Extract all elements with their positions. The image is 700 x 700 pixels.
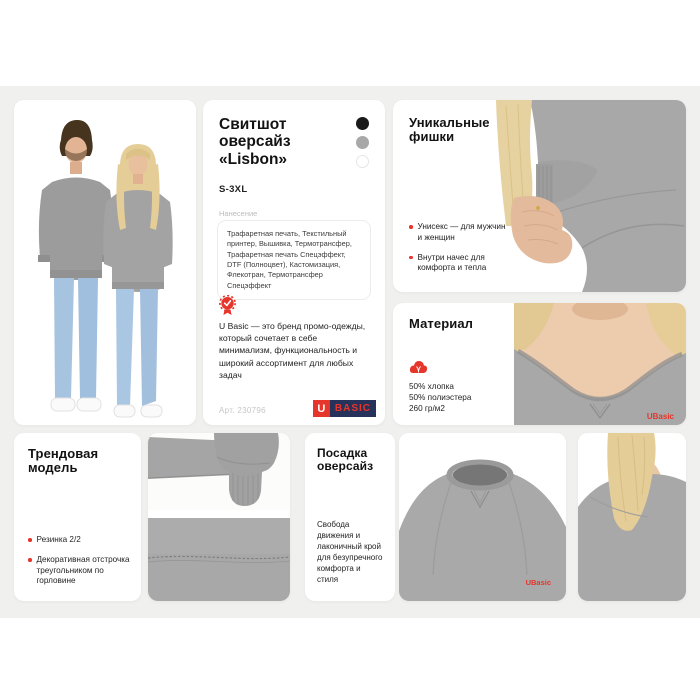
back-photo-card	[578, 433, 686, 601]
material-card	[393, 303, 686, 425]
ubasic-logo	[313, 400, 376, 417]
size-range: S-3XL	[219, 184, 248, 195]
print-methods-label: Нанесение	[219, 209, 258, 218]
fit-description: Свобода движения и лаконичный крой для безупречного комфорта и стиля	[317, 519, 383, 584]
features-card	[393, 100, 686, 292]
article-number: Арт. 230796	[219, 406, 266, 415]
trend-title: Трендовая модель	[28, 446, 99, 476]
cotton-icon	[409, 360, 428, 379]
fit-title: Посадка оверсайз	[317, 446, 374, 474]
bullet-icon	[28, 558, 32, 562]
material-title: Материал	[409, 316, 474, 331]
color-swatch-gray	[356, 136, 369, 149]
models-photo	[14, 100, 196, 425]
ubasic-logo-u: U	[313, 400, 330, 417]
bullet-icon	[409, 256, 413, 260]
color-swatch-white	[356, 155, 369, 168]
fit-card	[305, 433, 395, 601]
material-specs: 50% хлопка 50% полиэстера 260 гр/м2	[409, 382, 472, 414]
watermark-text: UBasic	[525, 578, 551, 587]
cuff-photo	[148, 433, 290, 510]
product-title: Свитшот оверсайз «Lisbon»	[219, 116, 291, 168]
award-icon	[218, 295, 237, 321]
color-swatch-black	[356, 117, 369, 130]
model-back-photo	[578, 433, 686, 601]
bullet-icon	[409, 225, 413, 229]
trend-bullet: Резинка 2/2	[28, 535, 131, 546]
details-photos-card	[148, 433, 290, 601]
fabric-seam-photo	[148, 518, 290, 601]
trend-bullet: Декоративная отстрочка треугольником по горловине	[28, 555, 131, 587]
feature-bullet: Внутри начес для комфорта и тепла	[409, 253, 511, 274]
sweatshirt-front-photo	[399, 433, 566, 601]
trend-card	[14, 433, 141, 601]
bullet-icon	[28, 538, 32, 542]
front-photo-card	[399, 433, 566, 601]
models-photo-card	[14, 100, 196, 425]
product-info-card	[203, 100, 385, 425]
feature-bullet: Унисекс — для мужчин и женщин	[409, 222, 511, 243]
print-methods-box: Трафаретная печать, Текстильный принтер, Вышивка, Термотрансфер, Трафаретная печать Спецэффект, DTF (Полноцвет), Кастомизация, Флекотран, Термотрансфер Спецэффект	[217, 220, 371, 300]
brand-description: U Basic — это бренд промо-одежды, который сочетает в себе минимализм, функциональность и широкий ассортимент для любых задач	[219, 321, 366, 380]
features-title: Уникальные фишки	[409, 115, 490, 145]
color-swatches	[356, 117, 369, 168]
ubasic-logo-basic: BASIC	[330, 400, 376, 417]
collar-detail-photo	[514, 303, 686, 425]
watermark-text: UBasic	[646, 412, 674, 421]
